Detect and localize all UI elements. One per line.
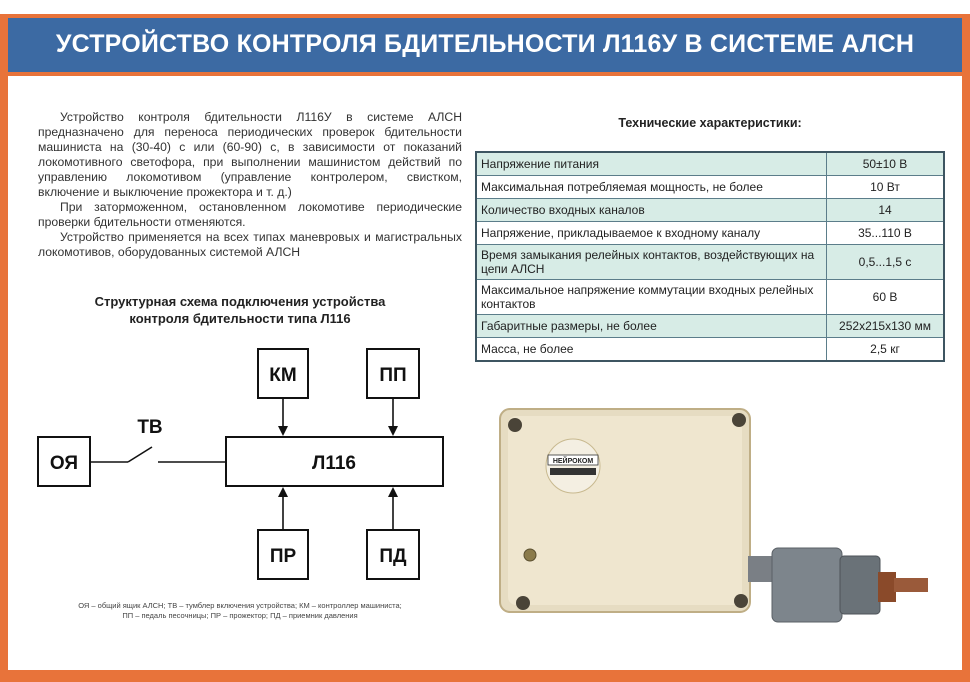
scheme-title-line-2: контроля бдительности типа Л116	[129, 311, 351, 326]
spec-row	[476, 245, 944, 280]
screw-icon	[516, 596, 530, 610]
diagram-legend	[40, 601, 440, 621]
switch-tv-label: ТВ	[137, 417, 163, 438]
spec-row	[476, 280, 944, 315]
block-pr-label: ПР	[269, 546, 297, 567]
nameplate-text: НЕЙРОКОМ	[552, 458, 594, 465]
block-km-label: КМ	[269, 365, 297, 386]
specs-title: Технические характеристики:	[618, 116, 802, 130]
spec-value: 14	[827, 199, 945, 222]
spec-value: 2,5 кг	[827, 338, 945, 362]
switch-tv-blade	[128, 447, 152, 462]
poster-title: УСТРОЙСТВО КОНТРОЛЯ БДИТЕЛЬНОСТИ Л116У В СИСТЕМЕ АЛСН	[55, 30, 915, 58]
spec-value: 0,5...1,5 с	[827, 245, 945, 280]
block-l116-label: Л116	[312, 453, 356, 474]
spec-param: Максимальная потребляемая мощность, не более	[476, 176, 827, 199]
block-pd-label: ПД	[379, 546, 407, 567]
intro-paragraph-3: Устройство применяется на всех типах маневровых и магистральных локомотивов, оборудованных системой АЛСН	[38, 230, 462, 259]
intro-paragraph-1: Устройство контроля бдительности Л116У в системе АЛСН предназначено для переноса периодических проверок бдительности машиниста на (30-40) с или (60-90) с, в зависимости от показаний локомотивного светофора, при выполнении машинистом действий по управлению локомотивом (управление контролером, свистком, включение и выключение прожектора и т. д.)	[38, 110, 462, 199]
spec-param: Габаритные размеры, не более	[476, 315, 827, 338]
spec-param: Количество входных каналов	[476, 199, 827, 222]
spec-param: Масса, не более	[476, 338, 827, 362]
specs-table	[475, 151, 945, 362]
nameplate-disc	[546, 439, 600, 493]
spec-value: 10 Вт	[827, 176, 945, 199]
spec-row	[476, 199, 944, 222]
device-lid	[508, 416, 742, 605]
scheme-title-line-1: Структурная схема подключения устройства	[94, 294, 386, 309]
spec-row	[476, 338, 944, 362]
screw-icon	[508, 418, 522, 432]
spec-param: Время замыкания релейных контактов, воздействующих на цепи АЛСН	[476, 245, 827, 280]
spec-value: 252х215х130 мм	[827, 315, 945, 338]
spec-row	[476, 315, 944, 338]
spec-param: Напряжение питания	[476, 152, 827, 176]
screw-icon	[734, 594, 748, 608]
spec-value: 35...110 В	[827, 222, 945, 245]
bottom-banner	[8, 670, 962, 682]
legend-line-2: ПП – педаль песочницы; ПР – прожектор; ПД – приемник давления	[122, 611, 358, 620]
spec-row	[476, 176, 944, 199]
serial-plate	[550, 468, 596, 475]
spec-row	[476, 222, 944, 245]
spec-value: 50±10 В	[827, 152, 945, 176]
spec-row	[476, 152, 944, 176]
connector-cylinder	[772, 548, 842, 622]
block-oya-label: ОЯ	[49, 453, 79, 474]
knob-icon	[524, 549, 536, 561]
connector-cap	[840, 556, 880, 614]
spec-value: 60 В	[827, 280, 945, 315]
intro-paragraph-2: При заторможенном, остановленном локомотиве периодические проверки бдительности отменяются.	[38, 200, 462, 229]
legend-line-1: ОЯ – общий ящик АЛСН; ТВ – тумблер включения устройства; КМ – контроллер машиниста;	[78, 601, 402, 610]
connector-nut	[878, 572, 896, 602]
spec-param: Максимальное напряжение коммутации входных релейных контактов	[476, 280, 827, 315]
connector-pin	[894, 578, 928, 592]
screw-icon	[732, 413, 746, 427]
device-photo	[500, 409, 928, 622]
block-pp-label: ПП	[379, 365, 407, 386]
spec-param: Напряжение, прикладываемое к входному каналу	[476, 222, 827, 245]
